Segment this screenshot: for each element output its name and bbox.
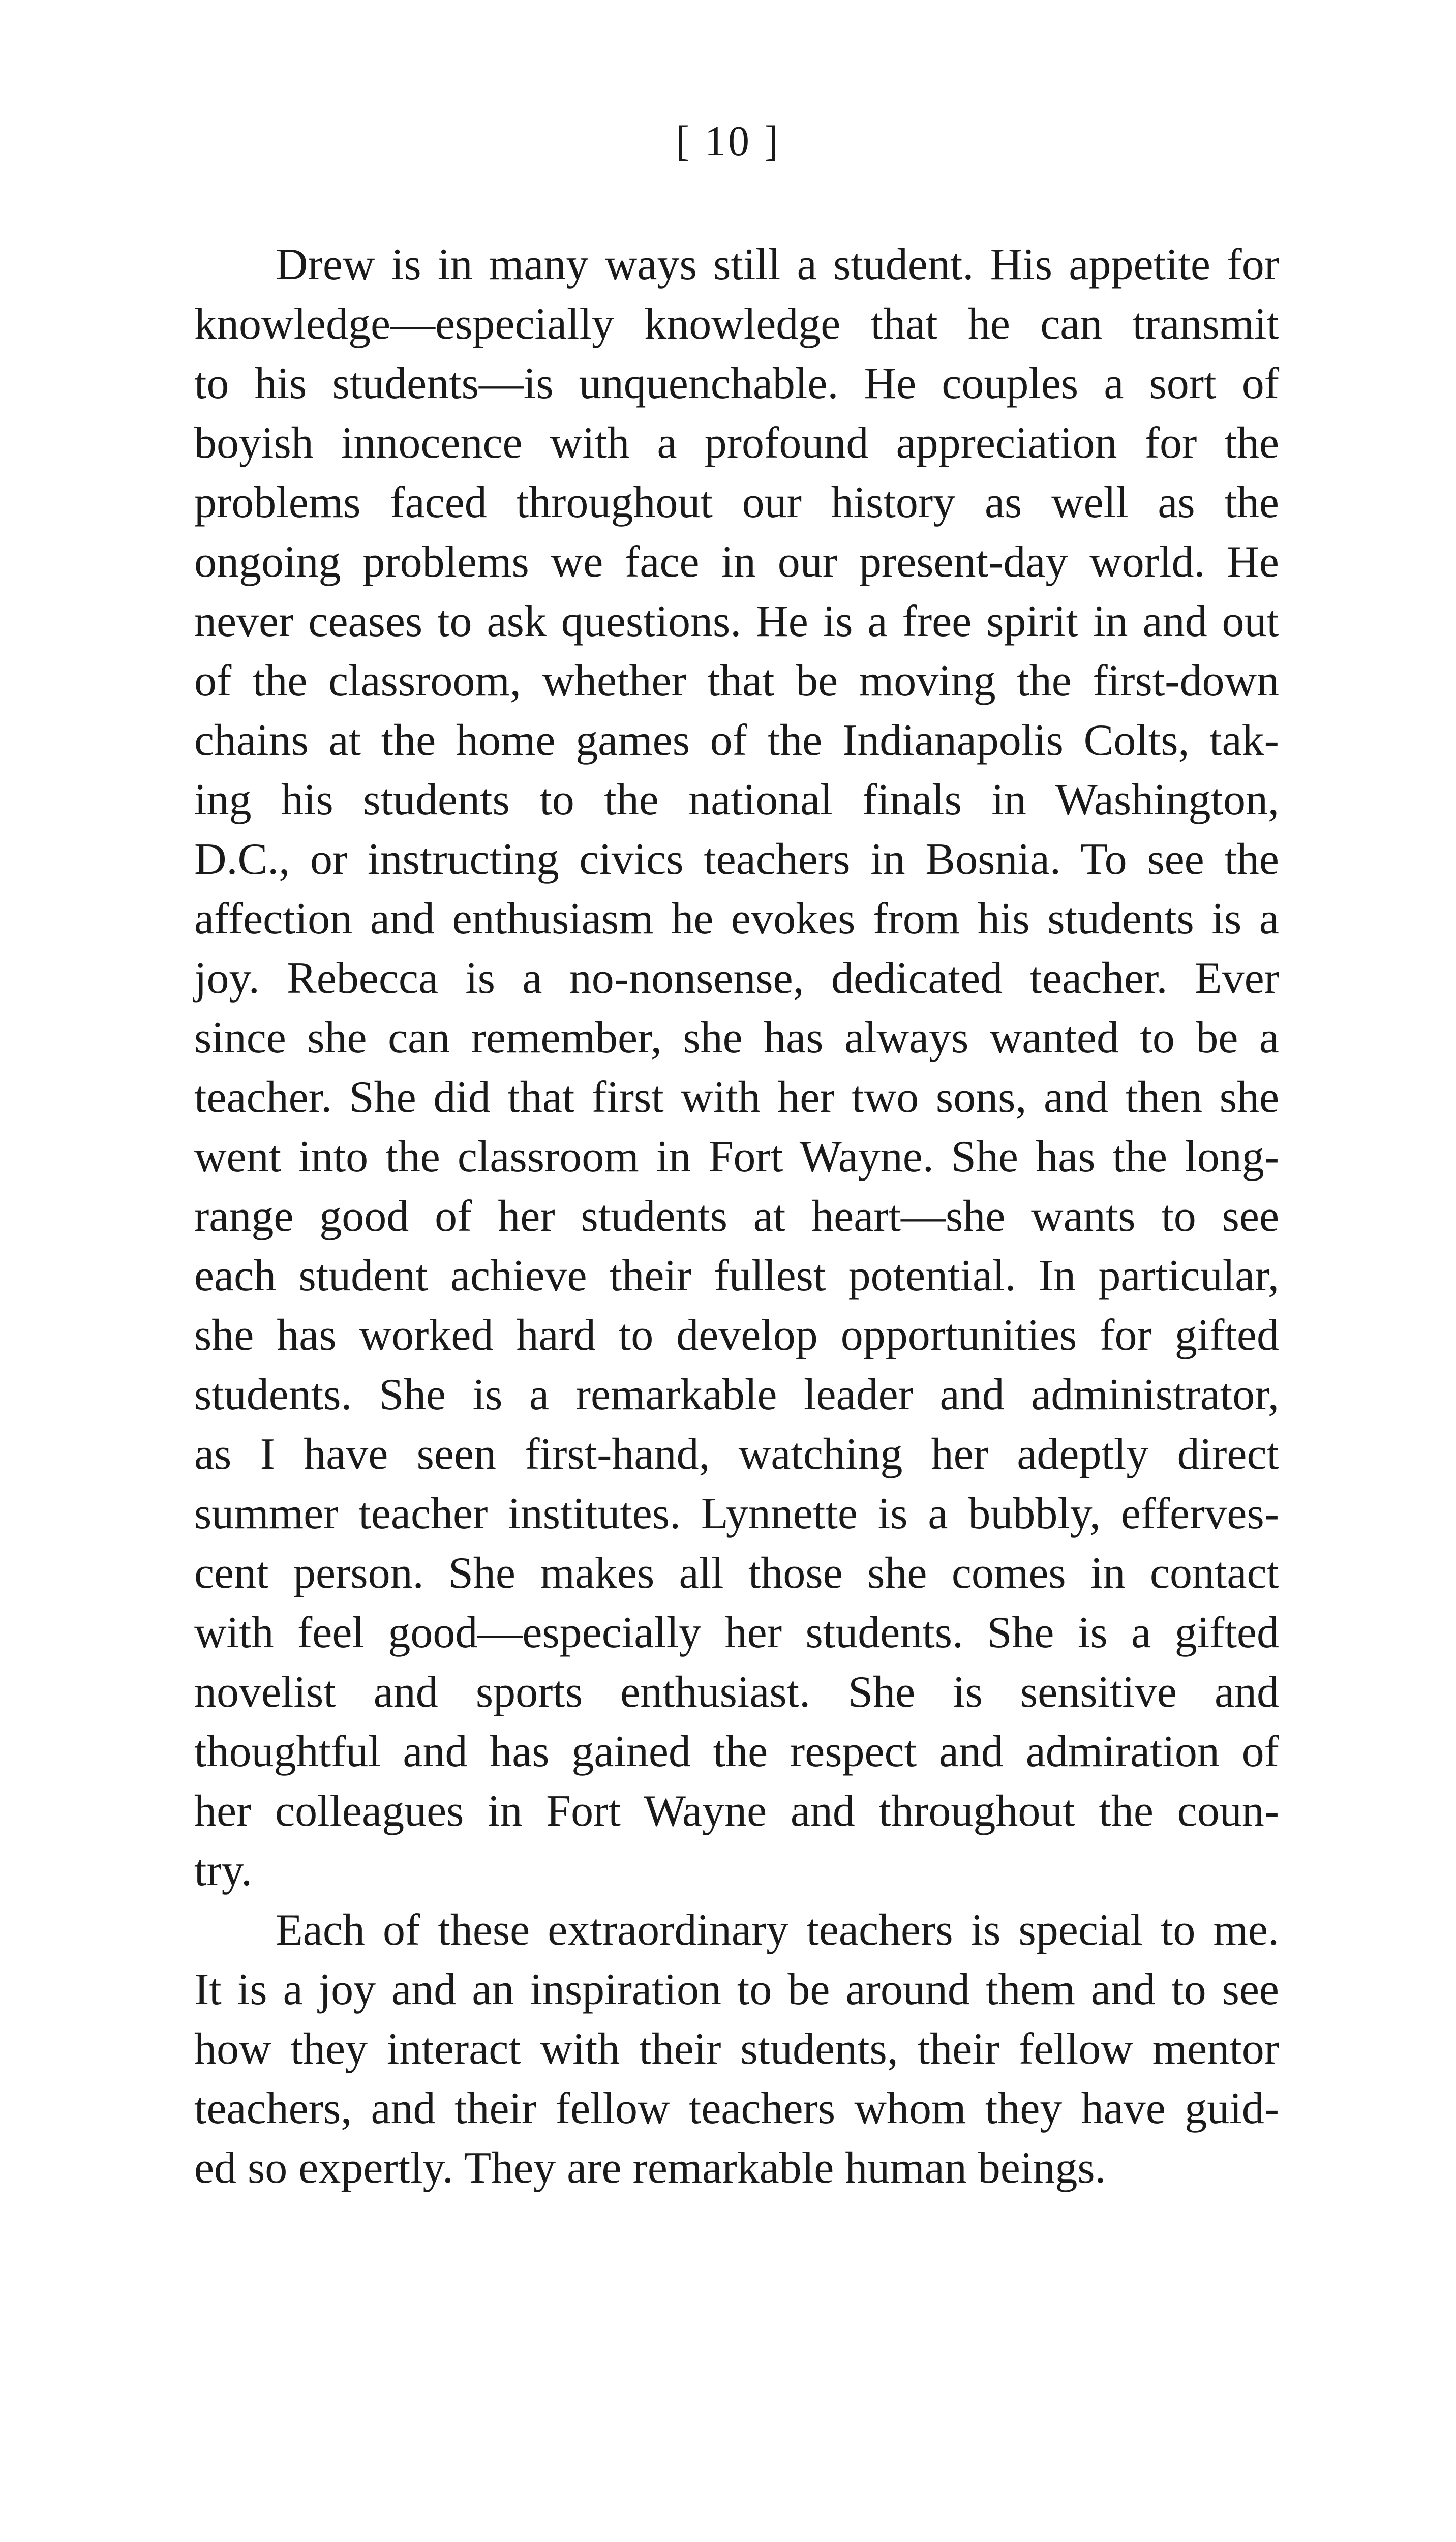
text-line: as I have seen first-hand, watching her adeptly direct bbox=[194, 1430, 1279, 1479]
paragraph-2 bbox=[194, 1900, 1279, 2198]
body-text bbox=[194, 235, 1279, 2198]
text-line: problems faced throughout our history as well as the bbox=[194, 478, 1279, 527]
text-line: she has worked hard to develop opportunities for gifted bbox=[194, 1311, 1279, 1360]
text-line: ing his students to the national finals in Washington, bbox=[194, 775, 1279, 825]
text-line: never ceases to ask questions. He is a free spirit in and out bbox=[194, 597, 1279, 646]
text-line: novelist and sports enthusiast. She is sensitive and bbox=[194, 1668, 1279, 1717]
text-line: joy. Rebecca is a no-nonsense, dedicated teacher. Ever bbox=[194, 954, 1279, 1003]
text-line: chains at the home games of the Indianapolis Colts, tak- bbox=[194, 716, 1279, 765]
text-line: ed so expertly. They are remarkable human beings. bbox=[194, 2143, 1106, 2193]
text-line: try. bbox=[194, 1846, 253, 1895]
text-line: since she can remember, she has always wanted to be a bbox=[194, 1013, 1279, 1063]
text-line: ongoing problems we face in our present-day world. He bbox=[194, 537, 1279, 587]
text-line: Each of these extraordinary teachers is special to me. bbox=[276, 1905, 1279, 1955]
text-line: Drew is in many ways still a student. His appetite for bbox=[276, 240, 1279, 289]
text-line: of the classroom, whether that be moving the first-down bbox=[194, 656, 1279, 706]
text-line: teachers, and their fellow teachers whom they have guid- bbox=[194, 2084, 1279, 2133]
text-line: D.C., or instructing civics teachers in Bosnia. To see the bbox=[194, 835, 1279, 884]
text-line: range good of her students at heart—she wants to see bbox=[194, 1192, 1279, 1241]
text-line: her colleagues in Fort Wayne and throughout the coun- bbox=[194, 1787, 1279, 1836]
text-line: boyish innocence with a profound appreciation for the bbox=[194, 418, 1279, 468]
text-line: knowledge—especially knowledge that he can transmit bbox=[194, 299, 1279, 349]
text-line: cent person. She makes all those she comes in contact bbox=[194, 1549, 1279, 1598]
text-line: summer teacher institutes. Lynnette is a bubbly, efferves- bbox=[194, 1489, 1279, 1538]
text-line: how they interact with their students, their fellow mentor bbox=[194, 2024, 1279, 2074]
text-line: It is a joy and an inspiration to be around them and to see bbox=[194, 1965, 1279, 2014]
page-number: [ 10 ] bbox=[676, 117, 780, 165]
text-line: each student achieve their fullest potential. In particular, bbox=[194, 1251, 1279, 1300]
text-line: with feel good—especially her students. She is a gifted bbox=[194, 1608, 1279, 1657]
text-line: students. She is a remarkable leader and administrator, bbox=[194, 1370, 1279, 1419]
text-line: went into the classroom in Fort Wayne. She has the long- bbox=[194, 1132, 1279, 1182]
text-line: to his students—is unquenchable. He couples a sort of bbox=[194, 359, 1279, 408]
text-line: thoughtful and has gained the respect and admiration of bbox=[194, 1727, 1279, 1776]
text-line: teacher. She did that first with her two sons, and then she bbox=[194, 1073, 1279, 1122]
text-line: affection and enthusiasm he evokes from his students is a bbox=[194, 894, 1279, 944]
paragraph-1 bbox=[194, 235, 1279, 1900]
